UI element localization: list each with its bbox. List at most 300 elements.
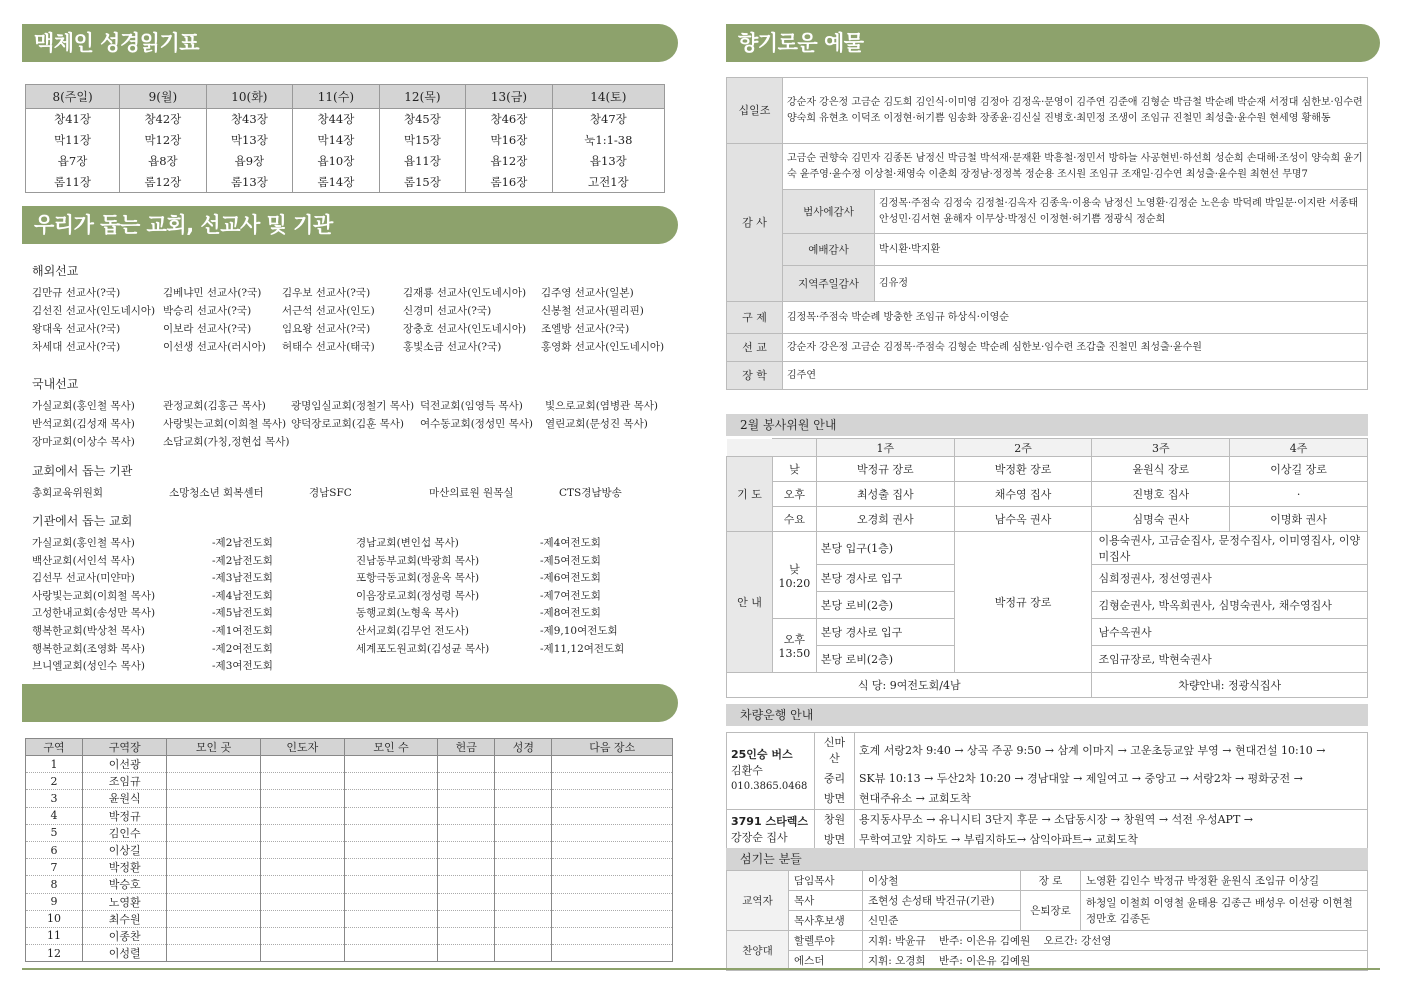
- attendance-cell: [495, 790, 552, 807]
- scholarship-label: 장 학: [727, 362, 783, 390]
- reading-cell: 롬13장: [206, 172, 293, 193]
- missionary-item: 김만규 선교사(?국): [32, 287, 121, 299]
- choir-name: 에스더: [789, 951, 863, 971]
- service-title: 2월 봉사위원 안내: [726, 414, 1368, 436]
- attendance-cell: [495, 841, 552, 858]
- supported-church-item: -제2여전도회: [212, 642, 273, 655]
- attendance-header: 모인 곳: [167, 739, 260, 756]
- choir-label: 찬양대: [727, 931, 789, 971]
- day-time: 10:20: [778, 576, 811, 590]
- overseas-missions: [32, 262, 672, 354]
- prayer-name: 심명숙 권사: [1092, 507, 1230, 532]
- supported-church-item: -제1여전도회: [212, 624, 273, 637]
- attendance-cell: [495, 807, 552, 824]
- attendance-cell: [167, 876, 260, 893]
- attendance-cell: [260, 841, 344, 858]
- usher-place: 본당 로비(2층): [816, 592, 954, 619]
- attendance-cell: [167, 756, 260, 773]
- prayer-time: 낮: [772, 457, 816, 482]
- attendance-cell: [344, 859, 437, 876]
- reading-cell: 욥10장: [293, 151, 380, 172]
- prayer-row: [727, 457, 1368, 482]
- reading-cell: 창44장: [293, 109, 380, 130]
- associate-pastor-names: 조현성 손성태 박건규(기관): [863, 891, 1021, 911]
- domestic-church-item: 관정교회(김홍근 목사): [163, 400, 266, 412]
- attendance-row: [26, 910, 673, 927]
- attendance-cell: [438, 893, 495, 910]
- supported-church-item: 이음장로교회(정성령 목사): [356, 589, 480, 602]
- attendance-cell: 12: [26, 945, 83, 962]
- domestic-church-item: 반석교회(김성재 목사): [32, 418, 135, 430]
- prayer-name: 박정규 장로: [816, 457, 954, 482]
- attendance-cell: [495, 910, 552, 927]
- supported-church-item: -제3여전도회: [212, 660, 273, 673]
- reading-row: [26, 109, 665, 130]
- usher-names: 김형순권사, 박옥희권사, 심명숙권사, 채수영집사: [1092, 592, 1368, 619]
- attendance-cell: [438, 756, 495, 773]
- supported-church-item: [540, 658, 660, 673]
- attendance-cell: [344, 756, 437, 773]
- thanks-label: 감 사: [727, 144, 783, 302]
- institution-item: 소망청소년 회복센터: [169, 487, 264, 499]
- supported-church-item: 김선무 선교사(미얀마): [32, 572, 135, 585]
- bus-direction: 방면: [815, 830, 855, 851]
- domestic-church-item: 사랑빛는교회(이희철 목사): [163, 418, 287, 430]
- attendance-cell: [260, 756, 344, 773]
- clergy-label: 교역자: [727, 871, 789, 931]
- attendance-row: [26, 893, 673, 910]
- bible-reading-banner: [22, 24, 678, 62]
- attendance-row: [26, 790, 673, 807]
- domestic-church-item: 광명임실교회(정철기 목사): [291, 400, 415, 412]
- day-header: 13(금): [466, 85, 553, 109]
- attendance-cell: [552, 824, 673, 841]
- week-3-header: 3주: [1092, 439, 1230, 457]
- usher-place: 본당 로비(2층): [816, 646, 954, 673]
- attendance-cell: [495, 756, 552, 773]
- missionary-item: 홍빛소금 선교사(?국): [403, 341, 502, 353]
- service-table: [726, 438, 1368, 698]
- attendance-cell: [552, 841, 673, 858]
- missionary-item: 김우보 선교사(?국): [282, 287, 371, 299]
- reading-cell: 막14장: [293, 130, 380, 151]
- cafeteria-duty: 식 당: 9여전도회/4남: [727, 673, 1092, 698]
- missionary-item: 서근석 선교사(인도): [282, 305, 375, 317]
- attendance-cell: [552, 790, 673, 807]
- attendance-cell: [260, 824, 344, 841]
- attendance-cell: [495, 876, 552, 893]
- attendance-cell: [344, 910, 437, 927]
- usher-names: 심희정권사, 정선영권사: [1092, 565, 1368, 592]
- attendance-cell: 노영환: [83, 893, 167, 910]
- reading-cell: 롬16장: [466, 172, 553, 193]
- reading-cell: 욥12장: [466, 151, 553, 172]
- attendance-header: 모인 수: [344, 739, 437, 756]
- missionary-item: 이선생 선교사(러시아): [163, 341, 266, 353]
- attendance-cell: 5: [26, 824, 83, 841]
- attendance-cell: [552, 876, 673, 893]
- supported-church-item: -제5남전도회: [212, 607, 273, 620]
- supported-church-item: 사랑빛는교회(이희철 목사): [32, 589, 156, 602]
- attendance-cell: [552, 773, 673, 790]
- prayer-name: 이명화 권사: [1230, 507, 1368, 532]
- missionary-item: 김선진 선교사(인도네시아): [32, 305, 156, 317]
- missions-label: 선 교: [727, 334, 783, 362]
- bus-route: 호계 서랑2차 9:40 → 상곡 주공 9:50 → 삼계 이마지 → 고운초등교앞 부영 → 현대건설 10:10 →: [855, 733, 1368, 770]
- attendance-cell: [495, 859, 552, 876]
- missionary-item: 홍영화 선교사(인도네시아): [541, 341, 665, 353]
- afternoon-time: 13:50: [778, 647, 811, 660]
- prayer-time: 오후: [772, 482, 816, 507]
- attendance-cell: [167, 927, 260, 944]
- missionary-item: 김베냐민 선교사(?국): [163, 287, 262, 299]
- reading-cell: 욥9장: [206, 151, 293, 172]
- supported-church-item: 세계포도원교회(김성균 목사): [356, 642, 490, 655]
- attendance-cell: [167, 893, 260, 910]
- supported-church-item: -제3남전도회: [212, 572, 273, 585]
- attendance-cell: [438, 910, 495, 927]
- missionary-item: 임요왕 선교사(?국): [282, 323, 371, 335]
- supported-church-item: -제7여전도회: [540, 589, 601, 602]
- attendance-table: [25, 738, 673, 962]
- supported-church-item: 백산교회(서인석 목사): [32, 554, 135, 567]
- missionary-item: 허태수 선교사(태국): [282, 341, 375, 353]
- bus-route: 무학여고앞 지하도 → 부림지하도→ 삼익아파트→ 교회도착: [855, 830, 1368, 851]
- attendance-cell: [552, 756, 673, 773]
- prayer-name: ·: [1230, 482, 1368, 507]
- bus-table: [726, 732, 1368, 851]
- domestic-church-item: 소담교회(가칭,정현섭 목사): [163, 436, 290, 448]
- domestic-church-item: 열린교회(문성진 목사): [545, 418, 648, 430]
- attendance-cell: [344, 876, 437, 893]
- supported-church-item: -제4여전도회: [540, 537, 601, 549]
- elders-label: 장 로: [1021, 871, 1081, 891]
- usher-names: 남수옥권사: [1092, 619, 1368, 646]
- special-thanks-label: 범사에감사: [783, 190, 875, 234]
- prayer-name: 이상길 장로: [1230, 457, 1368, 482]
- relief-names: 김정목·주점숙 박순례 방충한 조임규 하상식·이영순: [783, 302, 1368, 334]
- attendance-cell: [552, 807, 673, 824]
- attendance-row: [26, 756, 673, 773]
- domestic-title: 국내선교: [32, 377, 79, 391]
- prayer-label: 기 도: [727, 457, 773, 532]
- attendance-header: 구역: [26, 739, 83, 756]
- institution-churches-title: 기관에서 돕는 교회: [32, 514, 133, 528]
- attendance-cell: [552, 910, 673, 927]
- reading-cell: 막11장: [26, 130, 120, 151]
- attendance-header: 구역장: [83, 739, 167, 756]
- supported-church-item: -제6여전도회: [540, 572, 601, 585]
- institution-item: CTS경남방송: [559, 487, 622, 499]
- bus-1-name: 25인승 버스: [731, 748, 793, 761]
- reading-row: [26, 172, 665, 193]
- reading-cell: 욥8장: [120, 151, 207, 172]
- reading-cell: 롬12장: [120, 172, 207, 193]
- attendance-cell: [344, 790, 437, 807]
- missionary-item: 이보라 선교사(?국): [163, 323, 252, 335]
- prayer-time: 수요: [772, 507, 816, 532]
- day-header: 9(월): [120, 85, 207, 109]
- institution-item: 총회교육위원회: [32, 487, 104, 499]
- prayer-name: 오경희 권사: [816, 507, 954, 532]
- senior-pastor-label: 담임목사: [789, 871, 863, 891]
- reading-cell: 막13장: [206, 130, 293, 151]
- attendance-cell: [344, 945, 437, 962]
- attendance-cell: [495, 824, 552, 841]
- mission-banner: [22, 206, 678, 244]
- attendance-cell: [438, 841, 495, 858]
- missionary-item: 신봉철 선교사(필리핀): [541, 305, 644, 317]
- attendance-row: [26, 927, 673, 944]
- attendance-cell: [167, 790, 260, 807]
- day-label: 낮: [789, 562, 800, 576]
- attendance-cell: [438, 807, 495, 824]
- bus-2-driver: 강장순 집사: [731, 831, 788, 844]
- attendance-cell: [495, 773, 552, 790]
- attendance-row: [26, 807, 673, 824]
- prayer-name: 박정환 장로: [954, 457, 1092, 482]
- domestic-church-item: 장마교회(이상수 목사): [32, 436, 135, 448]
- attendance-cell: [260, 945, 344, 962]
- week-1-header: 1주: [816, 439, 954, 457]
- supported-church-item: -제2남전도회: [212, 537, 273, 549]
- attendance-cell: [438, 773, 495, 790]
- attendance-cell: 11: [26, 927, 83, 944]
- elders-names: 노영환 김인수 박정규 박정환 윤원식 조임규 이상길: [1081, 871, 1368, 891]
- attendance-header: 다음 장소: [552, 739, 673, 756]
- attendance-cell: [344, 927, 437, 944]
- supported-church-item: 가실교회(홍인철 목사): [32, 537, 135, 549]
- thanks-names: 고금순 권향숙 김민자 김종돈 남정신 박금철 박석재·문재환 박흥철·정민서 방하늘 사공현빈·하선희 성순희 손대해·조성이 양숙희 윤기숙 윤주영·윤수정 이상철·채영숙 이춘희 장정남·정정복 정순용 조시원 조임규 조재일·김수연 최성출·윤수원 최현선 무명7: [783, 144, 1368, 190]
- attendance-cell: 윤원식: [83, 790, 167, 807]
- bus-1-phone: 010.3865.0468: [731, 781, 808, 792]
- attendance-cell: [438, 927, 495, 944]
- attendance-cell: [260, 859, 344, 876]
- attendance-cell: [495, 927, 552, 944]
- attendance-header: 인도자: [260, 739, 344, 756]
- scholarship-names: 김주연: [783, 362, 1368, 390]
- attendance-cell: [552, 945, 673, 962]
- attendance-row: [26, 841, 673, 858]
- tithe-names: 강순자 강은정 고금순 김도희 김인식·이미영 김정아 김정옥·문영이 김주연 김준애 김형순 박금철 박순례 박순재 서정대 심한보·임수련 양숙희 유현초 이덕조 이정현·허기쁨 임송화 장종윤·김신실 진병호·최민정 조생이 조임규 진철민 최성출·윤수원 현세영 황해동: [783, 78, 1368, 144]
- attendance-header: 헌금: [438, 739, 495, 756]
- parking-duty: 차량안내: 정광식집사: [1092, 673, 1368, 698]
- usher-leader: 박정규 장로: [954, 532, 1092, 673]
- attendance-cell: [552, 859, 673, 876]
- day-header: 14(토): [552, 85, 664, 109]
- attendance-cell: 8: [26, 876, 83, 893]
- reading-row: [26, 151, 665, 172]
- offering-title: 향기로운 예물: [738, 31, 864, 55]
- reading-cell: 욥7장: [26, 151, 120, 172]
- choir-detail: 지휘: 오경희 반주: 이은유 김예원: [863, 951, 1368, 971]
- associate-pastor-label: 목사: [789, 891, 863, 911]
- attendance-cell: 박정환: [83, 859, 167, 876]
- prayer-name: 남수옥 권사: [954, 507, 1092, 532]
- reading-cell: 창41장: [26, 109, 120, 130]
- attendance-cell: 박정규: [83, 807, 167, 824]
- bible-reading-title: 맥체인 성경읽기표: [34, 31, 200, 55]
- attendance-cell: [438, 945, 495, 962]
- bus-route: SK뷰 10:13 → 두산2차 10:20 → 경남대앞 → 제일여고 → 중앙고 → 서랑2차 → 평화궁전 →: [855, 769, 1368, 789]
- retired-elders-label: 은퇴장로: [1021, 891, 1081, 931]
- day-header: 12(목): [379, 85, 466, 109]
- reading-cell: 고전1장: [552, 172, 664, 193]
- attendance-cell: 이종찬: [83, 927, 167, 944]
- bus-route: 현대주유소 → 교회도착: [855, 789, 1368, 810]
- supported-church-item: 행복한교회(박상천 목사): [32, 624, 145, 637]
- reading-row: [26, 130, 665, 151]
- day-header: 8(주일): [26, 85, 120, 109]
- supported-church-item: -제2남전도회: [212, 554, 273, 567]
- reading-cell: 창45장: [379, 109, 466, 130]
- special-thanks-names: 김정목·주점숙 김정숙 김정철·김옥자 김종욱·이용숙 남정신 노영환·김정순 노은송 박덕례 박일문·이지란 서종태 안성민·김서현 윤해자 이무상·박정신 이정현·허기쁨 정광식 정순희: [875, 190, 1368, 234]
- district-thanks-label: 지역주일감사: [783, 266, 875, 302]
- attendance-cell: [260, 790, 344, 807]
- reading-cell: 막16장: [466, 130, 553, 151]
- reading-cell: 욥11장: [379, 151, 466, 172]
- offering-banner: [726, 24, 1380, 62]
- domestic-missions: [32, 375, 672, 449]
- worship-thanks-names: 박시환·박지환: [875, 234, 1368, 266]
- day-header: 10(화): [206, 85, 293, 109]
- usher-place: 본당 경사로 입구: [816, 619, 954, 646]
- afternoon-service-label: [772, 619, 816, 673]
- attendance-cell: [167, 841, 260, 858]
- attendance-cell: [552, 927, 673, 944]
- institution-item: 경남SFC: [309, 487, 352, 499]
- attendance-cell: [260, 876, 344, 893]
- reading-cell: 막12장: [120, 130, 207, 151]
- bus-2-info: [727, 810, 815, 851]
- supported-church-item: -제9,10여전도회: [540, 624, 618, 637]
- offering-table: [726, 77, 1368, 390]
- missions-names: 강순자 강은정 고금순 김정목·주점숙 김형순 박순례 심한보·임수련 조갑출 진철민 최성출·윤수원: [783, 334, 1368, 362]
- attendance-cell: [260, 927, 344, 944]
- attendance-cell: [167, 859, 260, 876]
- attendance-cell: [260, 807, 344, 824]
- reading-cell: 창43장: [206, 109, 293, 130]
- supported-church-item: 행복한교회(조영화 목사): [32, 642, 145, 655]
- prayer-row: [727, 482, 1368, 507]
- servants-table: [726, 870, 1368, 971]
- bus-title: 차량운행 안내: [726, 704, 1368, 726]
- usher-names: 조임규장로, 박현숙권사: [1092, 646, 1368, 673]
- attendance-row: [26, 945, 673, 962]
- candidate-label: 목사후보생: [789, 911, 863, 931]
- missionary-item: 김재룡 선교사(인도네시아): [403, 287, 527, 299]
- reading-cell: 막15장: [379, 130, 466, 151]
- attendance-cell: [438, 824, 495, 841]
- attendance-cell: 9: [26, 893, 83, 910]
- supported-church-item: -제4남전도회: [212, 589, 273, 602]
- missionary-item: 박승리 선교사(?국): [163, 305, 252, 317]
- attendance-banner: [22, 684, 678, 722]
- usher-names: 이용숙권사, 고금순집사, 문정수집사, 이미영집사, 이양미집사: [1092, 532, 1368, 565]
- attendance-cell: [260, 910, 344, 927]
- supported-church-item: 경남교회(변인섭 목사): [356, 537, 459, 549]
- mission-title: 우리가 돕는 교회, 선교사 및 기관: [34, 213, 333, 237]
- attendance-cell: 김인수: [83, 824, 167, 841]
- domestic-church-item: 빛으로교회(염병관 목사): [545, 400, 658, 412]
- bus-1-driver: 김환수: [731, 764, 763, 777]
- bus-direction: 중리: [815, 769, 855, 789]
- bible-reading-table: [25, 84, 665, 193]
- attendance-cell: 이선광: [83, 756, 167, 773]
- usher-place: 본당 입구(1층): [816, 532, 954, 565]
- attendance-cell: [167, 773, 260, 790]
- attendance-cell: 이성렬: [83, 945, 167, 962]
- worship-thanks-label: 예배감사: [783, 234, 875, 266]
- supported-church-item: -제5여전도회: [540, 554, 601, 567]
- week-4-header: 4주: [1230, 439, 1368, 457]
- attendance-row: [26, 824, 673, 841]
- reading-cell: 롬15장: [379, 172, 466, 193]
- supported-church-item: 고성한내교회(송성만 목사): [32, 607, 156, 620]
- attendance-cell: [260, 773, 344, 790]
- attendance-row: [26, 876, 673, 893]
- attendance-cell: [438, 876, 495, 893]
- attendance-cell: 이상길: [83, 841, 167, 858]
- supported-church-item: 동행교회(노형욱 목사): [356, 607, 459, 620]
- overseas-title: 해외선교: [32, 264, 79, 278]
- institution-churches: [32, 512, 672, 673]
- reading-cell: 창42장: [120, 109, 207, 130]
- bus-direction: 방면: [815, 789, 855, 810]
- choir-name: 할렐루야: [789, 931, 863, 951]
- tithe-label: 십일조: [727, 78, 783, 144]
- retired-elders-names: 하청일 이철희 이영철 윤태용 김종근 배성우 이선광 이현철 정만호 김종돈: [1081, 891, 1368, 931]
- candidate-name: 신민준: [863, 911, 1021, 931]
- missionary-item: 장충호 선교사(인도네시아): [403, 323, 527, 335]
- supported-church-item: -제11,12여전도회: [540, 642, 625, 655]
- domestic-church-item: 여수동교회(정성민 목사): [420, 418, 533, 430]
- supported-church-item: 포항극동교회(정윤옥 목사): [356, 572, 480, 585]
- attendance-cell: [552, 893, 673, 910]
- reading-cell: 눅1:1-38: [552, 130, 664, 151]
- attendance-cell: [495, 945, 552, 962]
- reading-cell: 창47장: [552, 109, 664, 130]
- district-thanks-names: 김유정: [875, 266, 1368, 302]
- prayer-name: 진병호 집사: [1092, 482, 1230, 507]
- supported-church-item: 진남동부교회(박광희 목사): [356, 554, 480, 567]
- usher-label: 안 내: [727, 532, 773, 673]
- day-header: 11(수): [293, 85, 380, 109]
- attendance-cell: [344, 773, 437, 790]
- attendance-cell: [344, 807, 437, 824]
- missionary-item: 조엘방 선교사(?국): [541, 323, 630, 335]
- prayer-name: 윤원식 장로: [1092, 457, 1230, 482]
- attendance-cell: [438, 859, 495, 876]
- missionary-item: 왕대욱 선교사(?국): [32, 323, 121, 335]
- attendance-cell: 10: [26, 910, 83, 927]
- domestic-church-item: 덕전교회(임영득 목사): [420, 400, 523, 412]
- institutions-title: 교회에서 돕는 기관: [32, 464, 133, 478]
- bus-direction: 신마산: [815, 733, 855, 770]
- attendance-cell: [260, 893, 344, 910]
- bottom-divider: [22, 968, 1380, 970]
- bus-1-info: [727, 733, 815, 810]
- attendance-cell: 7: [26, 859, 83, 876]
- week-2-header: 2주: [954, 439, 1092, 457]
- prayer-row: [727, 507, 1368, 532]
- missionary-item: 차세대 선교사(?국): [32, 341, 121, 353]
- afternoon-label: 오후: [783, 633, 806, 646]
- attendance-cell: [167, 807, 260, 824]
- attendance-cell: [167, 910, 260, 927]
- attendance-cell: [495, 893, 552, 910]
- reading-cell: 롬11장: [26, 172, 120, 193]
